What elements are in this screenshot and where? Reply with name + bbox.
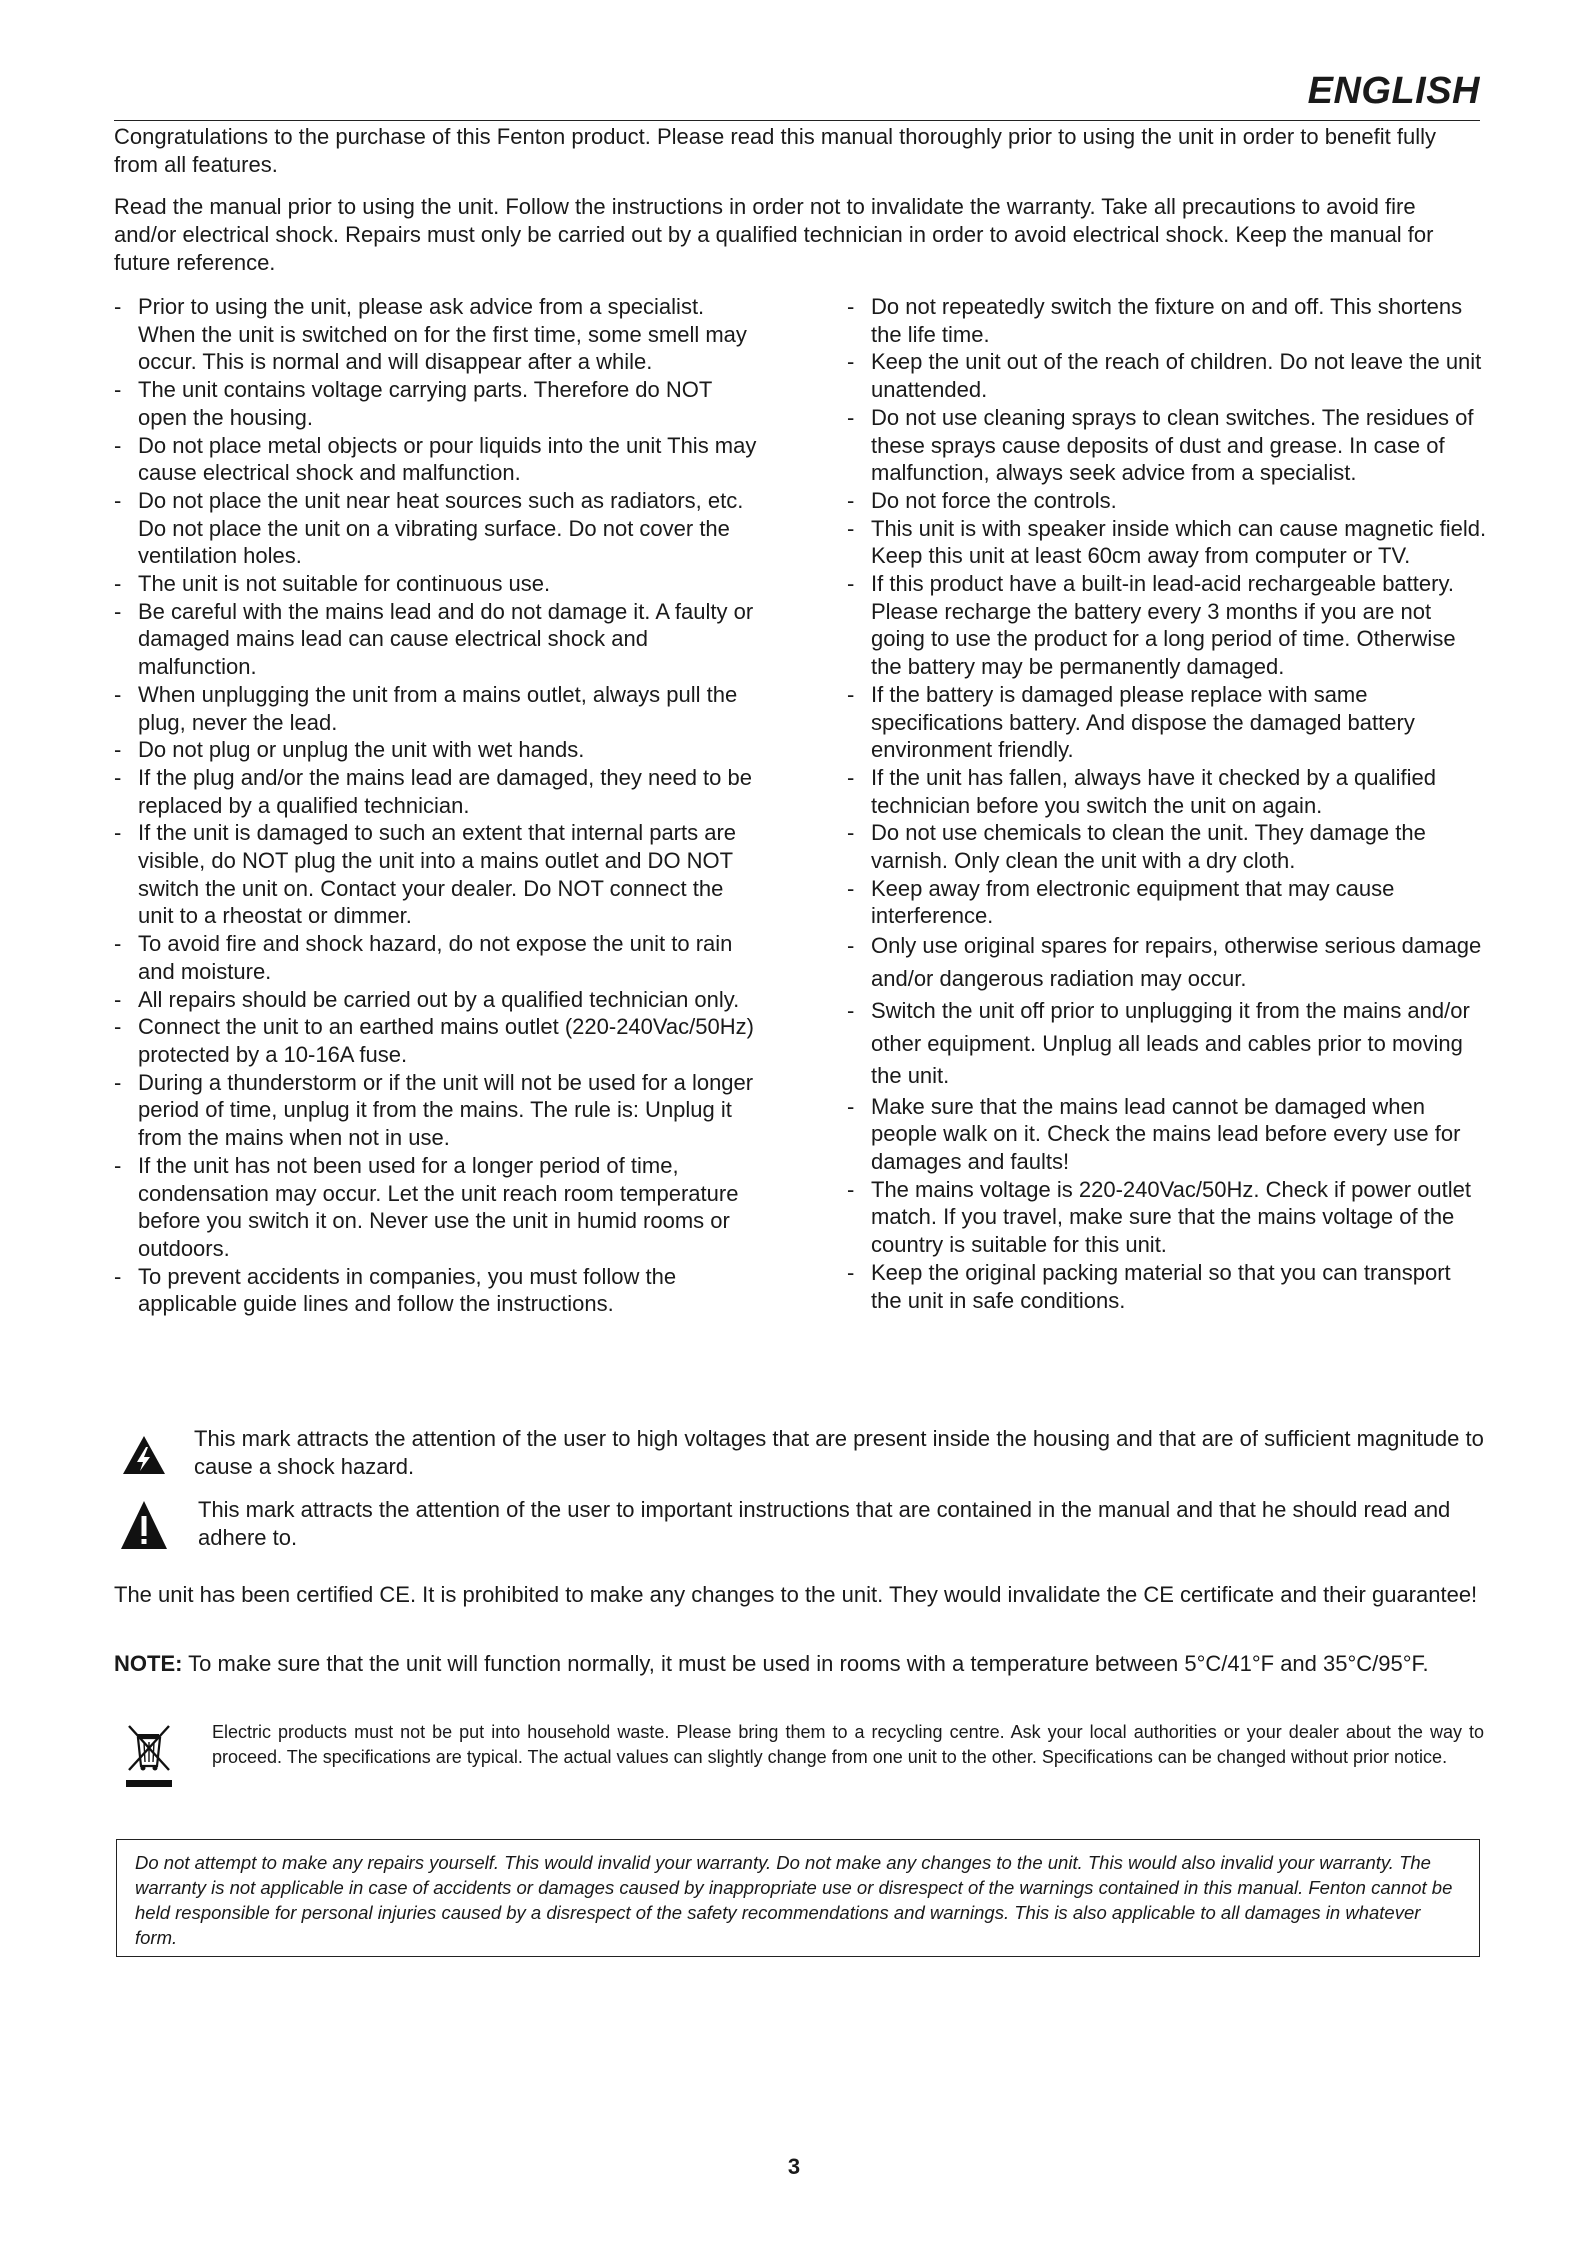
list-item: - If the unit is damaged to such an extent that internal parts are visible, do NOT plug the unit into a mains outlet and DO NOT switch the unit on. Contact your dealer. Do NOT connect the unit to a rheostat or dimmer. — [114, 820, 737, 929]
list-item: - If this product have a built-in lead-acid rechargeable battery. Please recharge the battery every 3 months if you are not going to use the product for a long period of time. Otherwise the battery may be permanently damaged. — [847, 571, 1456, 680]
list-item: - To prevent accidents in companies, you must follow the applicable guide lines and follow the instructions. — [114, 1263, 677, 1317]
bullet-dash: - — [847, 933, 855, 959]
bullet-dash: - — [847, 571, 855, 597]
bullet-dash: - — [114, 1069, 122, 1095]
bullet-dash: - — [847, 404, 855, 430]
list-item: - Make sure that the mains lead cannot be damaged when people walk on it. Check the mains lead before every use for damages and faults! — [847, 1093, 1461, 1175]
list-item: - Keep the original packing material so that you can transport the unit in safe conditions. — [847, 1259, 1451, 1313]
bullet-dash: - — [847, 875, 855, 901]
list-item: - Do not place metal objects or pour liquids into the unit This may cause electrical shock and malfunction. — [114, 432, 757, 486]
attention-warning-text: This mark attracts the attention of the user to important instructions that are contained in the manual and that he should read and adhere to. — [198, 1497, 1451, 1550]
note-text: To make sure that the unit will function normally, it must be used in rooms with a temperature between 5°C/41°F and 35°C/95°F. — [188, 1651, 1429, 1676]
attention-warning — [114, 1496, 1484, 1556]
bullet-dash: - — [114, 986, 122, 1012]
bullet-dash: - — [847, 681, 855, 707]
list-item: - Keep the unit out of the reach of children. Do not leave the unit unattended. — [847, 349, 1482, 403]
bullet-dash: - — [847, 515, 855, 541]
bullet-dash: - — [847, 1093, 855, 1119]
list-item: - If the battery is damaged please replace with same specifications battery. And dispose the damaged battery environment friendly. — [847, 681, 1415, 763]
ce-certification-text: The unit has been certified CE. It is prohibited to make any changes to the unit. They would invalidate the CE certificate and their guarantee! — [114, 1582, 1478, 1607]
list-item: - Do not place the unit near heat sources such as radiators, etc. Do not place the unit on a vibrating surface. Do not cover the ventilation holes. — [114, 487, 744, 569]
bullet-dash: - — [114, 931, 122, 957]
list-item: - Keep away from electronic equipment that may cause interference. — [847, 875, 1395, 929]
intro-paragraph-1: Congratulations to the purchase of this Fenton product. Please read this manual thoroughly prior to using the unit in order to benefit fully from all features. — [114, 124, 1437, 177]
list-item: - If the unit has fallen, always have it checked by a qualified technician before you switch the unit on again. — [847, 764, 1437, 818]
waste-disposal-text: Electric products must not be put into household waste. Please bring them to a recycling centre. Ask your local authorities or your dealer about the way to proceed. The specifications are typical. The actual values can slightly change from one unit to the other. Specifications can be changed without prior notice. — [212, 1722, 1484, 1767]
header-rule — [114, 120, 1480, 121]
list-item: - Be careful with the mains lead and do not damage it. A faulty or damaged mains lead can cause electrical shock and malfunction. — [114, 598, 754, 680]
list-item: - Switch the unit off prior to unplugging it from the mains and/or other equipment. Unplug all leads and cables prior to moving the unit. — [847, 995, 1487, 1093]
bullet-dash: - — [114, 764, 122, 790]
bullet-dash: - — [847, 764, 855, 790]
list-item: - Connect the unit to an earthed mains outlet (220-240Vac/50Hz) protected by a 10-16A fuse. — [114, 1014, 754, 1067]
list-item: - To avoid fire and shock hazard, do not expose the unit to rain and moisture. — [114, 931, 733, 984]
bullet-dash: - — [114, 1152, 122, 1178]
safety-list-left — [114, 293, 764, 1318]
list-item: - If the unit has not been used for a longer period of time, condensation may occur. Let the unit reach room temperature before you switch it on. Never use the unit in humid rooms or outdoors. — [114, 1152, 739, 1261]
list-item: - When unplugging the unit from a mains outlet, always pull the plug, never the lead. — [114, 681, 738, 735]
bullet-dash: - — [114, 1263, 122, 1289]
list-item: - Do not force the controls. — [847, 487, 1117, 513]
bullet-dash: - — [114, 820, 122, 846]
bullet-dash: - — [114, 571, 122, 597]
bullet-dash: - — [847, 998, 855, 1024]
bullet-dash: - — [114, 737, 122, 763]
bullet-dash: - — [847, 349, 855, 375]
high-voltage-warning-text: This mark attracts the attention of the user to high voltages that are present inside the housing and that are of sufficient magnitude to cause a shock hazard. — [194, 1426, 1484, 1479]
bullet-dash: - — [847, 487, 855, 513]
crossed-out-bin-icon — [126, 1724, 172, 1788]
list-item: - The mains voltage is 220-240Vac/50Hz. Check if power outlet match. If you travel, make sure that the mains voltage of the country is suitable for this unit. — [847, 1176, 1472, 1258]
list-item: - The unit is not suitable for continuous use. — [114, 571, 551, 597]
warranty-disclaimer-box: Do not attempt to make any repairs yourself. This would invalid your warranty. Do not make any changes to the unit. This would also invalid your warranty. The warranty is not applicable in case of accidents or damages caused by inappropriate use or disrespect of the warnings contained in this manual. Fenton cannot be held responsible for personal injuries caused by a disrespect of the safety recommendations and warnings. This is also applicable to all damages in whatever form. — [116, 1839, 1480, 1957]
bullet-dash: - — [114, 598, 122, 624]
list-item: - Only use original spares for repairs, otherwise serious damage and/or dangerous radiation may occur. — [847, 930, 1487, 995]
bullet-dash: - — [847, 820, 855, 846]
bullet-dash: - — [114, 681, 122, 707]
list-item: - Prior to using the unit, please ask advice from a specialist. When the unit is switched on for the first time, some smell may occur. This is normal and will disappear after a while. — [114, 294, 747, 375]
high-voltage-warning-icon — [122, 1435, 166, 1475]
list-item: - Do not plug or unplug the unit with wet hands. — [114, 737, 585, 763]
list-item: - Do not use cleaning sprays to clean switches. The residues of these sprays cause deposits of dust and grease. In case of malfunction, always seek advice from a specialist. — [847, 404, 1474, 486]
intro-paragraph-2: Read the manual prior to using the unit. Follow the instructions in order not to invalidate the warranty. Take all precautions to avoid fire and/or electrical shock. Repairs must only be carried out by a qualified technician in order to avoid electrical shock. Keep the manual for future reference. — [114, 194, 1434, 275]
bullet-dash: - — [114, 377, 122, 403]
list-item: - Do not use chemicals to clean the unit. They damage the varnish. Only clean the unit with a dry cloth. — [847, 820, 1426, 874]
bullet-dash: - — [114, 487, 122, 513]
list-item: - All repairs should be carried out by a qualified technician only. — [114, 986, 740, 1012]
page-number: 3 — [787, 2154, 801, 2179]
bullet-dash: - — [114, 432, 122, 458]
list-item: - Do not repeatedly switch the fixture on and off. This shortens the life time. — [847, 294, 1463, 347]
bullet-dash: - — [114, 294, 122, 319]
bullet-dash: - — [847, 1176, 855, 1202]
list-item: - During a thunderstorm or if the unit will not be used for a longer period of time, unplug it from the mains. The rule is: Unplug it from the mains when not in use. — [114, 1069, 754, 1151]
high-voltage-warning — [114, 1425, 1484, 1485]
bullet-dash: - — [114, 1014, 122, 1040]
exclamation-warning-icon — [120, 1500, 168, 1550]
language-heading: ENGLISH — [1307, 70, 1480, 112]
bullet-dash: - — [847, 294, 855, 319]
safety-list-right — [847, 293, 1487, 1314]
list-item: - This unit is with speaker inside which can cause magnetic field. Keep this unit at least 60cm away from computer or TV. — [847, 515, 1487, 569]
list-item: - If the plug and/or the mains lead are damaged, they need to be replaced by a qualified technician. — [114, 764, 752, 818]
note-label: NOTE: — [114, 1651, 183, 1676]
temperature-note — [114, 1650, 1484, 1678]
bullet-dash: - — [847, 1259, 855, 1285]
list-item: - The unit contains voltage carrying parts. Therefore do NOT open the housing. — [114, 377, 712, 430]
